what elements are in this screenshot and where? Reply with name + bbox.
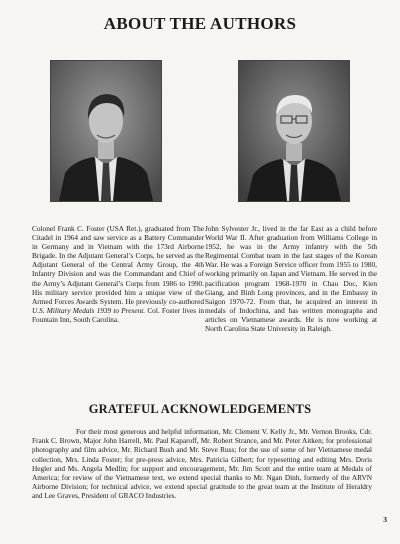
acknowledgements-heading: GRATEFUL ACKNOWLEDGEMENTS (88, 402, 312, 416)
bio-foster (32, 224, 204, 324)
bio-foster-text: Colonel Frank C. Foster (USA Ret.), graduated from The Citadel in 1964 and saw service as a Battery Commander in Germany and in Vietnam with the 173rd Airborne Brigade. In the Adjutant General’s Corps, he served as the Adjutant General of the Central Army Group, the 4th Infantry Division and was the Commandant and Chief of the Army’s Adjutant General’s Corps from 1986 to 1990. His military service provided him a unique view of the Armed Forces Awards System. He previously co-authored (32, 224, 204, 306)
book-title: U.S. Military Medals 1939 to Present. (32, 305, 146, 315)
bio-foster-text-end: Col. Foster lives in Fountain Inn, South Carolina. (32, 305, 204, 324)
author-photo-sylvester (238, 60, 350, 202)
author-photo-foster (50, 60, 162, 202)
bio-sylvester: John Sylvester Jr., lived in the far East as a child before World War II. After graduation from Williams College in 1952, he was in the Army infantry with the 5th Regimental Combat team in the last stages of the Korean War. He was a Foreign Service officer from 1955 to 1980, working primarily on Japan and Vietnam. He served in the pacification program 1968-1970 in Chau Doc, Kien Giang, and Binh Long provinces, and in the Embassy in Saigon 1970-72. From that, he acquired an interest in medals of Indochina, and has written monographs and articles on Vietnamese awards. He is now working at North Carolina State University in Raleigh. (205, 224, 377, 334)
acknowledgements-text: For their most generous and helpful information, Mr. Clement V. Kelly Jr., Mr. Vernon Brooks, Cdr. Frank C. Brown, Major John Harrell, Mr. Paul Kaparoff, Mr. Robert Strance, and Mr. Peter Aitken; for professional photography and film advice, Mr. Richard Bush and Mr. Steve Russ; for the use of some of her Vietnamese medal collection, Mrs. Linda Foster; for pre-press advice, Mrs. Patricia Gilbert; for typesetting and editing Mrs. Doris Hegler and Ms. Angela Medlin; for support and encouragement, Mr. Jim Scott and the entire team at Medals of America; for review of the Vietnamese text, we extend special thanks to Mr. Ngan Dinh, formerly of the ARVN Airborne Division; for technical advice, we extend special gratitude to the great team at the Institute of Heraldry and Lee Graves, President of GRACO Industries. (32, 427, 372, 501)
page-number: 3 (383, 515, 387, 524)
page-title: ABOUT THE AUTHORS (103, 14, 297, 33)
